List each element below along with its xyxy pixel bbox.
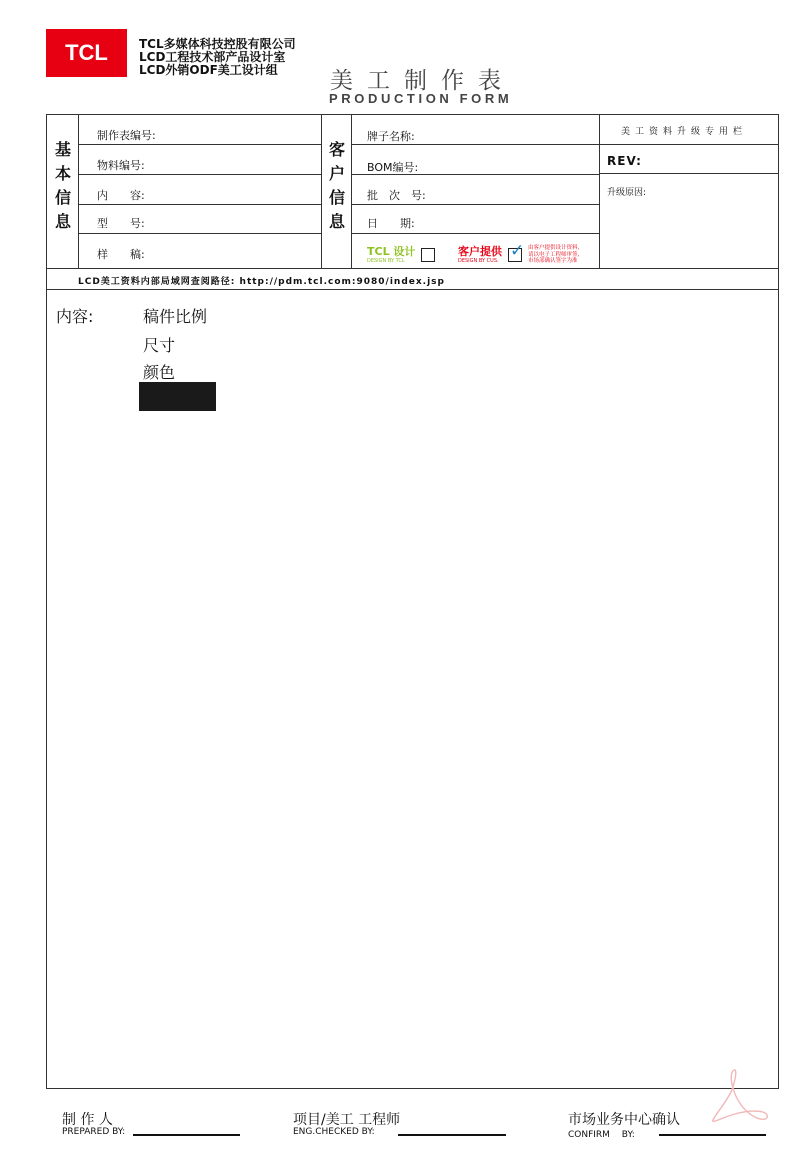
form-title: 美工制作表	[330, 68, 515, 94]
checked-by-sub: ENG.CHECKED BY:	[293, 1127, 375, 1137]
check-mark-icon: ✓	[510, 241, 525, 261]
tcl-logo: TCL	[46, 29, 127, 77]
tcl-design-sub: DESIGN BY TCL	[367, 258, 405, 264]
divider	[351, 233, 599, 234]
customer-info-label: 客 户 信 息	[328, 140, 345, 231]
field-batch-number: 批 次 号:	[367, 189, 426, 202]
field-brand-name: 牌子名称:	[367, 130, 415, 143]
customer-note: 由客户提供设计资料, 请以电子工程师审签, 市场部确认签字为准	[528, 245, 580, 264]
checked-by-title: 项目/美工 工程师	[293, 1112, 401, 1128]
customer-provided-label: 客户提供	[458, 245, 502, 258]
company-line-2: LCD工程技术部产品设计室	[139, 50, 286, 64]
checked-by-signature-line[interactable]	[398, 1134, 506, 1136]
redacted-block	[139, 382, 216, 411]
prepared-by-sub: PREPARED BY:	[62, 1127, 126, 1137]
tcl-design-label: TCL 设计	[367, 245, 416, 258]
acrobat-watermark-icon	[705, 1066, 771, 1126]
field-model: 型 号:	[97, 217, 145, 230]
basic-info-label: 基 本 信 息	[54, 140, 71, 231]
divider	[78, 144, 321, 145]
tcl-design-checkbox[interactable]	[421, 248, 435, 262]
form-subtitle: PRODUCTION FORM	[329, 91, 513, 106]
divider	[46, 289, 779, 290]
divider	[599, 173, 779, 174]
divider	[599, 144, 779, 145]
field-bom-number: BOM编号:	[367, 161, 419, 174]
customer-provided-sub: DESIGN BY CUS.	[458, 258, 499, 264]
content-label: 内容:	[56, 307, 94, 326]
prepared-by-signature-line[interactable]	[133, 1134, 240, 1136]
field-material-number: 物料编号:	[97, 159, 145, 172]
content-item-scale: 稿件比例	[143, 307, 208, 326]
prepared-by-title: 制 作 人	[62, 1112, 113, 1128]
divider	[78, 174, 321, 175]
confirm-by-signature-line[interactable]	[659, 1134, 766, 1136]
company-line-1: TCL多媒体科技控股有限公司	[139, 37, 296, 51]
upgrade-reason-label: 升级原因:	[607, 188, 647, 198]
divider	[78, 114, 79, 268]
content-item-color: 颜色	[143, 363, 176, 382]
divider	[351, 114, 352, 268]
field-content: 内 容:	[97, 189, 145, 202]
confirm-by-title: 市场业务中心确认	[568, 1112, 680, 1128]
field-date: 日 期:	[367, 217, 415, 230]
content-item-size: 尺寸	[143, 336, 176, 355]
form-frame	[46, 114, 779, 1089]
field-form-number: 制作表编号:	[97, 129, 156, 142]
confirm-by-sub: CONFIRM BY:	[568, 1130, 635, 1140]
divider	[78, 233, 321, 234]
field-sample: 样 稿:	[97, 248, 145, 261]
rev-label: REV:	[607, 154, 642, 168]
company-line-3: LCD外销ODF美工设计组	[139, 63, 278, 77]
divider	[351, 204, 599, 205]
divider	[321, 114, 322, 268]
divider	[599, 114, 600, 268]
company-info	[139, 38, 296, 77]
divider	[351, 144, 599, 145]
divider	[46, 268, 779, 269]
upgrade-title: 美工资料升级专用栏	[621, 127, 748, 137]
lan-path: LCD美工资料内部局域网查阅路径: http://pdm.tcl.com:9080/index.jsp	[78, 277, 445, 287]
divider	[78, 204, 321, 205]
